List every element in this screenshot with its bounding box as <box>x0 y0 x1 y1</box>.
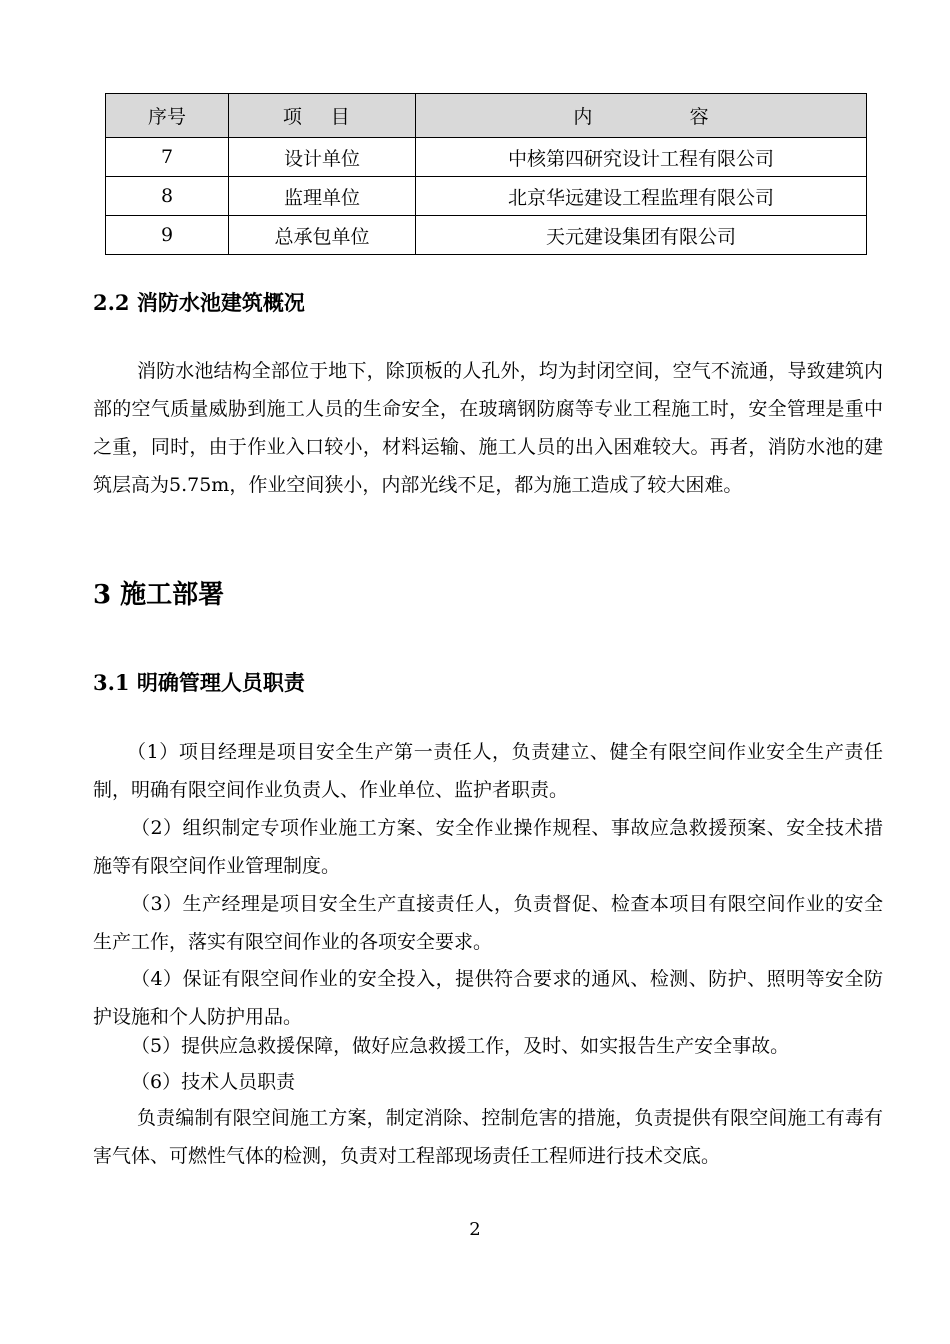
duty-item-4: （4）保证有限空间作业的安全投入，提供符合要求的通风、检测、防护、照明等安全防护设施和个人防护用品。 <box>93 968 883 1028</box>
header-serial: 序号 <box>106 94 229 138</box>
page-number: 2 <box>469 1219 481 1240</box>
cell-content: 天元建设集团有限公司 <box>416 216 867 255</box>
duty-item-5: （5）提供应急救援保障，做好应急救援工作，及时、如实报告生产安全事故。 <box>131 1035 790 1057</box>
header-item: 项 目 <box>229 94 416 138</box>
duty-item-6: （6）技术人员职责 <box>131 1071 296 1093</box>
duty-item-6-detail: 负责编制有限空间施工方案，制定消除、控制危害的措施，负责提供有限空间施工有毒有害气体、可燃性气体的检测，负责对工程部现场责任工程师进行技术交底。 <box>93 1107 883 1167</box>
section-heading-3: 3 施工部署 <box>93 580 225 610</box>
cell-serial: 8 <box>106 177 229 216</box>
duty-item-3: （3）生产经理是项目安全生产直接责任人，负责督促、检查本项目有限空间作业的安全生产工作，落实有限空间作业的各项安全要求。 <box>93 893 883 953</box>
duty-item-1: （1）项目经理是项目安全生产第一责任人，负责建立、健全有限空间作业安全生产责任制，明确有限空间作业负责人、作业单位、监护者职责。 <box>93 741 883 801</box>
duty-item-2: （2）组织制定专项作业施工方案、安全作业操作规程、事故应急救援预案、安全技术措施等有限空间作业管理制度。 <box>93 817 883 877</box>
cell-item: 监理单位 <box>229 177 416 216</box>
cell-content: 北京华远建设工程监理有限公司 <box>416 177 867 216</box>
section-heading-3-1: 3.1 明确管理人员职责 <box>93 670 305 695</box>
section-heading-2-2: 2.2 消防水池建筑概况 <box>93 290 305 315</box>
section-paragraph-2-2: 消防水池结构全部位于地下，除顶板的人孔外，均为封闭空间，空气不流通，导致建筑内部的空气质量威胁到施工人员的生命安全，在玻璃钢防腐等专业工程施工时，安全管理是重中之重，同时，由于作业入口较小，材料运输、施工人员的出入困难较大。再者，消防水池的建筑层高为5.75m，作业空间狭小，内部光线不足，都为施工造成了较大困难。 <box>93 360 883 496</box>
cell-item: 设计单位 <box>229 138 416 177</box>
cell-serial: 9 <box>106 216 229 255</box>
table-row <box>106 177 867 216</box>
table-header-row <box>106 94 867 138</box>
cell-item: 总承包单位 <box>229 216 416 255</box>
table-row <box>106 216 867 255</box>
cell-content: 中核第四研究设计工程有限公司 <box>416 138 867 177</box>
project-info-table <box>105 93 867 255</box>
header-content: 内 容 <box>416 94 867 138</box>
cell-serial: 7 <box>106 138 229 177</box>
table-row <box>106 138 867 177</box>
